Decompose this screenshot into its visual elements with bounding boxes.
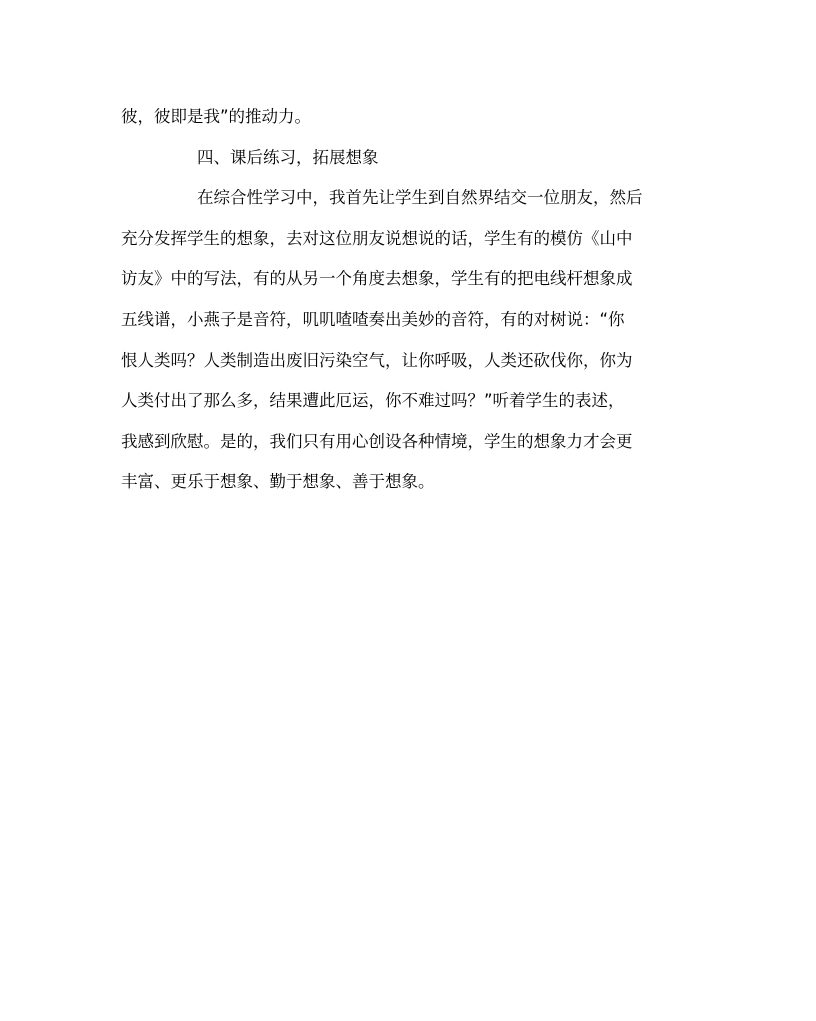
body-text <box>121 97 701 503</box>
paragraph-line: 在综合性学习中，我首先让学生到自然界结交一位朋友，然后 <box>197 188 643 208</box>
paragraph-line: 人类付出了那么多，结果遭此厄运，你不难过吗？”听着学生的表述， <box>121 391 625 411</box>
paragraph-line: 访友》中的写法，有的从另一个角度去想象，学生有的把电线杆想象成 <box>121 269 633 289</box>
paragraph-line: 彼，彼即是我”的推动力。 <box>121 107 312 126</box>
paragraph-line: 充分发挥学生的想象，去对这位朋友说想说的话，学生有的模仿《山中 <box>121 228 633 248</box>
paragraph-line: 五线谱，小燕子是音符，叽叽喳喳奏出美妙的音符，有的对树说：“你 <box>121 309 625 329</box>
paragraph-line: 恨人类吗？人类制造出废旧污染空气，让你呼吸，人类还砍伐你，你为 <box>121 350 633 370</box>
paragraph-line: 丰富、更乐于想象、勤于想象、善于想象。 <box>121 472 435 492</box>
section-heading: 四、课后练习，拓展想象 <box>197 147 379 167</box>
paragraph-line: 我感到欣慰。是的，我们只有用心创设各种情境，学生的想象力才会更 <box>121 431 633 451</box>
